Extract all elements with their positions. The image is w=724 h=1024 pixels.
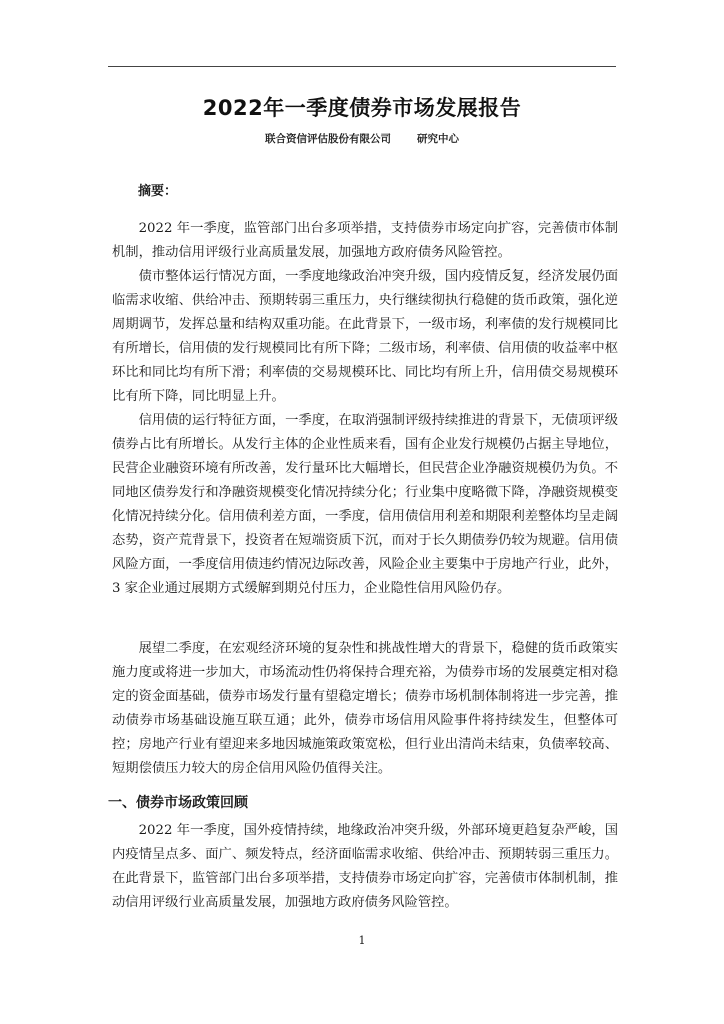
abstract-paragraph: 债市整体运行情况方面，一季度地缘政治冲突升级，国内疫情反复，经济发展仍面临需求收缩、供给冲击、预期转弱三重压力，央行继续彻执行稳健的货币政策，强化逆周期调节，发挥总量和结构双重功能。在此背景下，一级市场，利率债的发行规模同比有所增长，信用债的发行规模同比有所下降；二级市场，利率债、信用债的收益率中枢环比和同比均有所下滑；利率债的交易规模环比、同比均有所上升，信用债交易规模环比有所下降，同比明显上升。 [112,269,618,404]
section-heading: 一、债券市场政策回顾 [108,795,248,811]
document-title: 2022年一季度债券市场发展报告 [202,96,522,120]
document-byline [0,131,724,146]
abstract-label: 摘要： [138,184,178,199]
org-name: 联合资信评估股份有限公司 [265,133,391,145]
section-paragraph: 2022 年一季度，国外疫情持续，地缘政治冲突升级，外部环境更趋复杂严峻，国内疫情呈点多、面广、频发特点，经济面临需求收缩、供给冲击、预期转弱三重压力。在此背景下，监管部门出台多项举措，支持债券市场定向扩容，完善债市体制机制，推动信用评级行业高质量发展，加强地方政府债务风险管控。 [112,823,618,910]
abstract-paragraph: 信用债的运行特征方面，一季度，在取消强制评级持续推进的背景下，无债项评级债券占比有所增长。从发行主体的企业性质来看，国有企业发行规模仍占据主导地位，民营企业融资环境有所改善，发行量环比大幅增长，但民营企业净融资规模仍为负。不同地区债券发行和净融资规模变化情况持续分化；行业集中度略微下降，净融资规模变化情况持续分化。信用债利差方面，一季度，信用债信用利差和期限利差整体均呈走阔态势，资产荒背景下，投资者在短端资质下沉，而对于长久期债券仍较为规避。信用债风险方面，一季度信用债违约情况边际改善，风险企业主要集中于房地产行业，此外，3 家企业通过展期方式缓解到期兑付压力，企业隐性信用风险仍存。 [112,413,618,596]
page-number: 1 [358,934,366,947]
abstract-paragraph: 2022 年一季度，监管部门出台多项举措，支持债券市场定向扩容，完善债市体制机制，推动信用评级行业高质量发展，加强地方政府债务风险管控。 [112,221,618,260]
header-rule [108,66,616,67]
abstract-paragraph: 展望二季度，在宏观经济环境的复杂性和挑战性增大的背景下，稳健的货币政策实施力度或将进一步加大，市场流动性仍将保持合理充裕，为债券市场的发展奠定相对稳定的资金面基础，债券市场发行量有望稳定增长；债券市场机制体制将进一步完善，推动债券市场基础设施互联互通；此外，债券市场信用风险事件将持续发生，但整体可控；房地产行业有望迎来多地因城施策政策宽松，但行业出清尚未结束，负债率较高、短期偿债压力较大的房企信用风险仍值得关注。 [112,641,618,776]
dept-name: 研究中心 [417,133,459,145]
